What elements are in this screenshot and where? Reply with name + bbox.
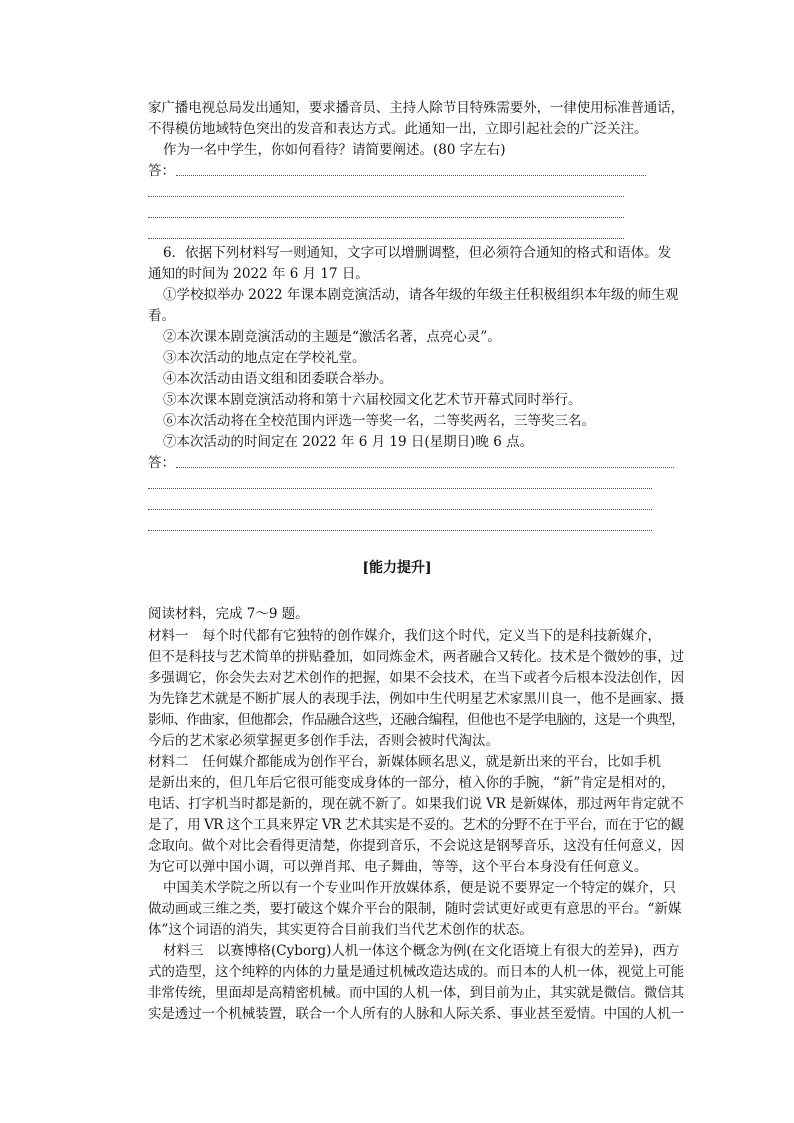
paragraph-3-line: 体”这个词语的消失，其实更符合目前我们当代艺术创作的状态。 bbox=[148, 922, 533, 938]
answer-line[interactable] bbox=[148, 488, 652, 489]
paragraph-3-line: 中国美术学院之所以有一个专业叫作开放媒体系，便是说不要界定一个特定的媒介，只 bbox=[163, 880, 676, 896]
answer-label: 答： bbox=[148, 163, 175, 179]
q6-item-3: ③本次活动的地点定在学校礼堂。 bbox=[163, 350, 366, 366]
answer-line[interactable] bbox=[148, 217, 624, 218]
material-1-line: 多强调它，你会失去对艺术创作的把握，如果不会技术，在当下或者今后根本没法创作，因 bbox=[148, 670, 684, 686]
material-2-line: 是了，用 VR 这个工具来界定 VR 艺术其实是不妥的。艺术的分野不在于平台，而在于它的観 bbox=[148, 817, 684, 833]
q6-prompt-line-1: 6．依据下列材料写一则通知，文字可以增删调整，但必须符合通知的格式和语体。发 bbox=[163, 245, 672, 261]
context-line-1: 家广播电视总局发出通知，要求播音员、主持人除节目特殊需要外，一律使用标准普通话， bbox=[148, 100, 684, 116]
q6-item-1: ①学校拟举办 2022 年课本剧竞演活动，请各年级的年级主任积极组织本年级的师生观 bbox=[163, 287, 679, 303]
material-3-line: 非常传统，里面却是高精密机械。而中国的人机一体，到目前为止，其实就是微信。微信其 bbox=[148, 985, 684, 1001]
q6-item-7: ⑦本次活动的时间定在 2022 年 6 月 19 日(星期日)晚 6 点。 bbox=[163, 434, 534, 450]
answer-line[interactable] bbox=[148, 238, 624, 239]
material-1-line: 但不是科技与艺术简单的拼贴叠加，如同炼金术，两者融合又转化。技术是个微妙的事，过 bbox=[148, 649, 684, 665]
material-1-line: 今后的艺术家必须掌握更多创作手法，否则会被时代淘汰。 bbox=[148, 733, 499, 749]
material-3-line: 式的造型，这个纯粹的内体的力量是通过机械改造达成的。而日本的人机一体，视觉上可能 bbox=[148, 964, 684, 980]
answer-line[interactable] bbox=[148, 509, 652, 510]
material-3-line: 实是透过一个机械装置，联合一个人所有的人脉和人际关系、事业甚至爱情。中国的人机一 bbox=[148, 1006, 684, 1022]
answer-line[interactable] bbox=[148, 196, 624, 197]
material-2-line: 电话、打字机当时都是新的，现在就不新了。如果我们说 VR 是新媒体，那过两年肯定就不 bbox=[148, 796, 684, 812]
q6-item-2: ②本次课本剧竞演活动的主题是“激活名著，点亮心灵”。 bbox=[163, 329, 501, 345]
reading-intro: 阅读材料，完成 7～9 题。 bbox=[148, 606, 309, 622]
q6-prompt-line-2: 通知的时间为 2022 年 6 月 17 日。 bbox=[148, 266, 369, 282]
section-heading: [能力提升] bbox=[362, 560, 432, 576]
material-3-line: 材料三 以赛博格(Cyborg)人机一体这个概念为例(在文化语境上有很大的差异)，西方 bbox=[163, 943, 680, 959]
material-2-line: 念取向。做个对比会看得更清楚，你提到音乐，不会说这是钢琴音乐，这没有任何意义，因 bbox=[148, 838, 684, 854]
paragraph-3-line: 做动画或三维之类，要打破这个媒介平台的限制，随时尝试更好或更有意思的平台。“新媒 bbox=[148, 901, 682, 917]
q6-item-1-cont: 看。 bbox=[148, 308, 175, 324]
material-1-line: 材料一 每个时代都有它独特的创作媒介，我们这个时代，定义当下的是科技新媒介， bbox=[148, 628, 661, 644]
material-2-line: 材料二 任何媒介都能成为创作平台，新媒体顾名思义，就是新出来的平台，比如手机 bbox=[148, 754, 661, 770]
material-1-line: 影师、作曲家，但他都会，作品融合这些，还融合编程，但他也不是学电脑的，这是一个典型， bbox=[148, 712, 684, 728]
material-2-line: 为它可以弹中国小调，可以弹肖邦、电子舞曲，等等，这个平台本身没有任何意义。 bbox=[148, 859, 648, 875]
answer-line[interactable] bbox=[148, 530, 652, 531]
q6-item-6: ⑥本次活动将在全校范围内评选一等奖一名，二等奖两名，三等奖三名。 bbox=[163, 413, 595, 429]
question-text: 作为一名中学生，你如何看待？请简要阐述。(80 字左右) bbox=[163, 142, 506, 158]
answer-line[interactable] bbox=[176, 467, 674, 468]
material-2-line: 是新出来的，但几年后它很可能变成身体的一部分，植入你的手腕，“新”肯定是相对的， bbox=[148, 775, 675, 791]
context-line-2: 不得模仿地域特色突出的发音和表达方式。此通知一出，立即引起社会的广泛关注。 bbox=[148, 121, 648, 137]
answer-line[interactable] bbox=[176, 175, 646, 176]
material-1-line: 为先锋艺术就是不断扩展人的表现手法，例如中生代明星艺术家黑川良一，他不是画家、摄 bbox=[148, 691, 684, 707]
q6-item-4: ④本次活动由语文组和团委联合举办。 bbox=[163, 371, 393, 387]
q6-item-5: ⑤本次课本剧竞演活动将和第十六届校园文化艺术节开幕式同时举行。 bbox=[163, 392, 582, 408]
q6-answer-label: 答： bbox=[148, 455, 175, 471]
